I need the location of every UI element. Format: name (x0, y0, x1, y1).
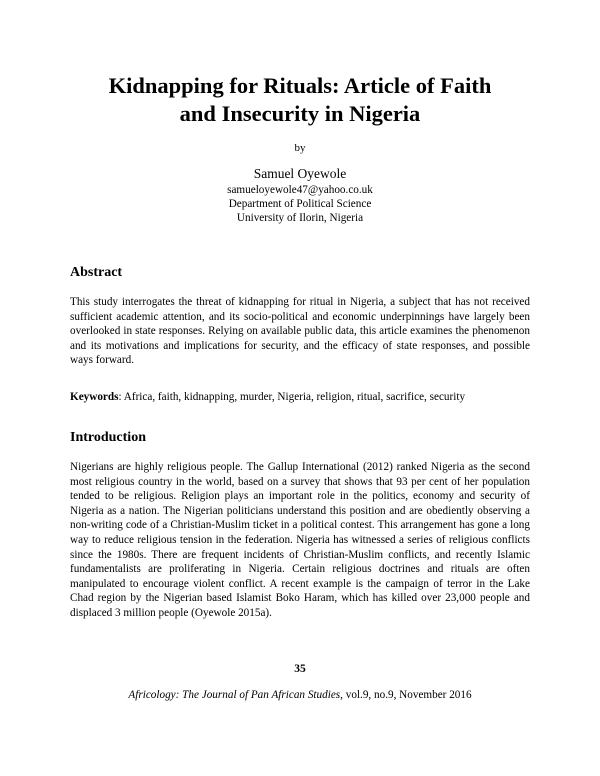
keywords-list: : Africa, faith, kidnapping, murder, Nigeria, religion, ritual, sacrifice, security (118, 391, 466, 403)
title-line-1: Kidnapping for Rituals: Article of Faith (108, 73, 492, 98)
title-line-2: and Insecurity in Nigeria (179, 101, 421, 126)
journal-name: Africology: The Journal of Pan African Studies (128, 689, 341, 701)
paper-title (60, 72, 540, 128)
by-line: by (294, 142, 306, 154)
author-name: Samuel Oyewole (253, 166, 347, 181)
author-university: University of Ilorin, Nigeria (236, 212, 364, 224)
author-department: Department of Political Science (228, 198, 372, 210)
journal-issue: , vol.9, no.9, November 2016 (340, 689, 472, 701)
page-number: 35 (294, 663, 306, 675)
introduction-text: Nigerians are highly religious people. The Gallup International (2012) ranked Nigeria as the second most religious country in the world, based on a survey that shows that 93 per cent of her population tended to be religious. Religion plays an important role in the politics, economy and security of Nigeria as a nation. The Nigerian politicians understand this position and are obediently observing a non-writing code of a Christian-Muslim ticket in a political contest. This arrangement has gone a long way to reduce religious tension in the federation. Nigeria has witnessed a series of religious conflicts since the 1980s. There are frequent incidents of Christian-Muslim conflicts, and recently Islamic fundamentalists are proliferating in Nigeria. Certain religious doctrines and rituals are often manipulated to encourage violent conflict. A recent example is the campaign of terror in the Lake Chad region by the Nigerian based Islamist Boko Haram, which has killed over 23,000 people and displaced 3 million people (Oyewole 2015a). (70, 461, 530, 619)
abstract-text: This study interrogates the threat of kidnapping for ritual in Nigeria, a subject that has not received sufficient academic attention, and its socio-political and economic underpinnings have largely been overlooked in state responses. Relying on available public data, this article examines the phenomenon and its motivations and implications for security, and the efficacy of state responses, and possible ways forward. (70, 296, 530, 367)
introduction-heading: Introduction (70, 430, 146, 445)
abstract-heading: Abstract (70, 265, 123, 280)
keywords-label: Keywords (70, 391, 119, 403)
author-email: samueloyewole47@yahoo.co.uk (227, 184, 373, 196)
journal-footer (0, 689, 600, 701)
keywords (70, 390, 530, 404)
